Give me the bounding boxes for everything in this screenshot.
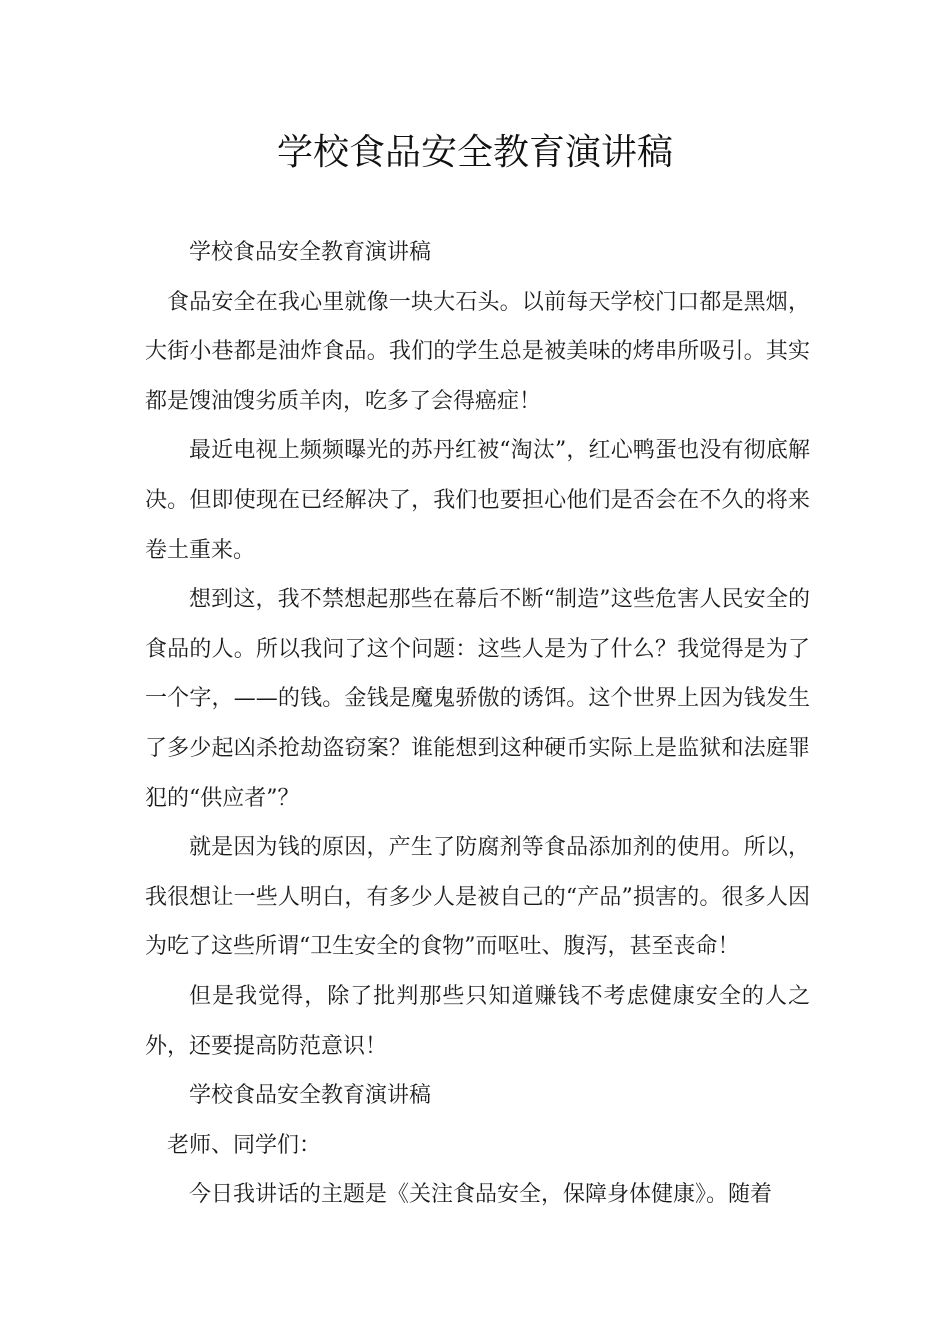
paragraph-5: 但是我觉得，除了批判那些只知道赚钱不考虑健康安全的人之外，还要提高防范意识！ <box>145 983 810 1059</box>
paragraph-2: 最近电视上频频曝光的苏丹红被“淘汰”，红心鸭蛋也没有彻底解决。但即使现在已经解决了，我们也要担心他们是否会在不久的将来卷土重来。 <box>145 438 810 563</box>
paragraph-6: 今日我讲话的主题是《关注食品安全，保障身体健康》。随着 <box>189 1182 773 1208</box>
paragraph-1: 食品安全在我心里就像一块大石头。以前每天学校门口都是黑烟，大街小巷都是油炸食品。我们的学生总是被美味的烤串所吸引。其实都是馊油馊劣质羊肉，吃多了会得癌症！ <box>145 289 810 414</box>
paragraph-4: 就是因为钱的原因，产生了防腐剂等食品添加剂的使用。所以，我很想让一些人明白，有多少人是被自己的“产品”损害的。很多人因为吃了这些所谓“卫生安全的食物”而呕吐、腹泻，甚至丧命！ <box>145 835 810 960</box>
paragraph-subtitle-1: 学校食品安全教育演讲稿 <box>189 240 432 265</box>
paragraph-3: 想到这，我不禁想起那些在幕后不断“制造”这些危害人民安全的食品的人。所以我问了这个问题：这些人是为了什么？我觉得是为了一个字，——的钱。金钱是魔鬼骄傲的诱饵。这个世界上因为钱发生了多少起凶杀抢劫盗窃案？谁能想到这种硬币实际上是监狱和法庭罪犯的“供应者”？ <box>145 587 810 811</box>
document-body <box>145 228 810 1220</box>
paragraph-subtitle-2: 学校食品安全教育演讲稿 <box>189 1083 432 1109</box>
document-title: 学校食品安全教育演讲稿 <box>276 132 673 173</box>
paragraph-salutation: 老师、同学们： <box>167 1132 322 1158</box>
